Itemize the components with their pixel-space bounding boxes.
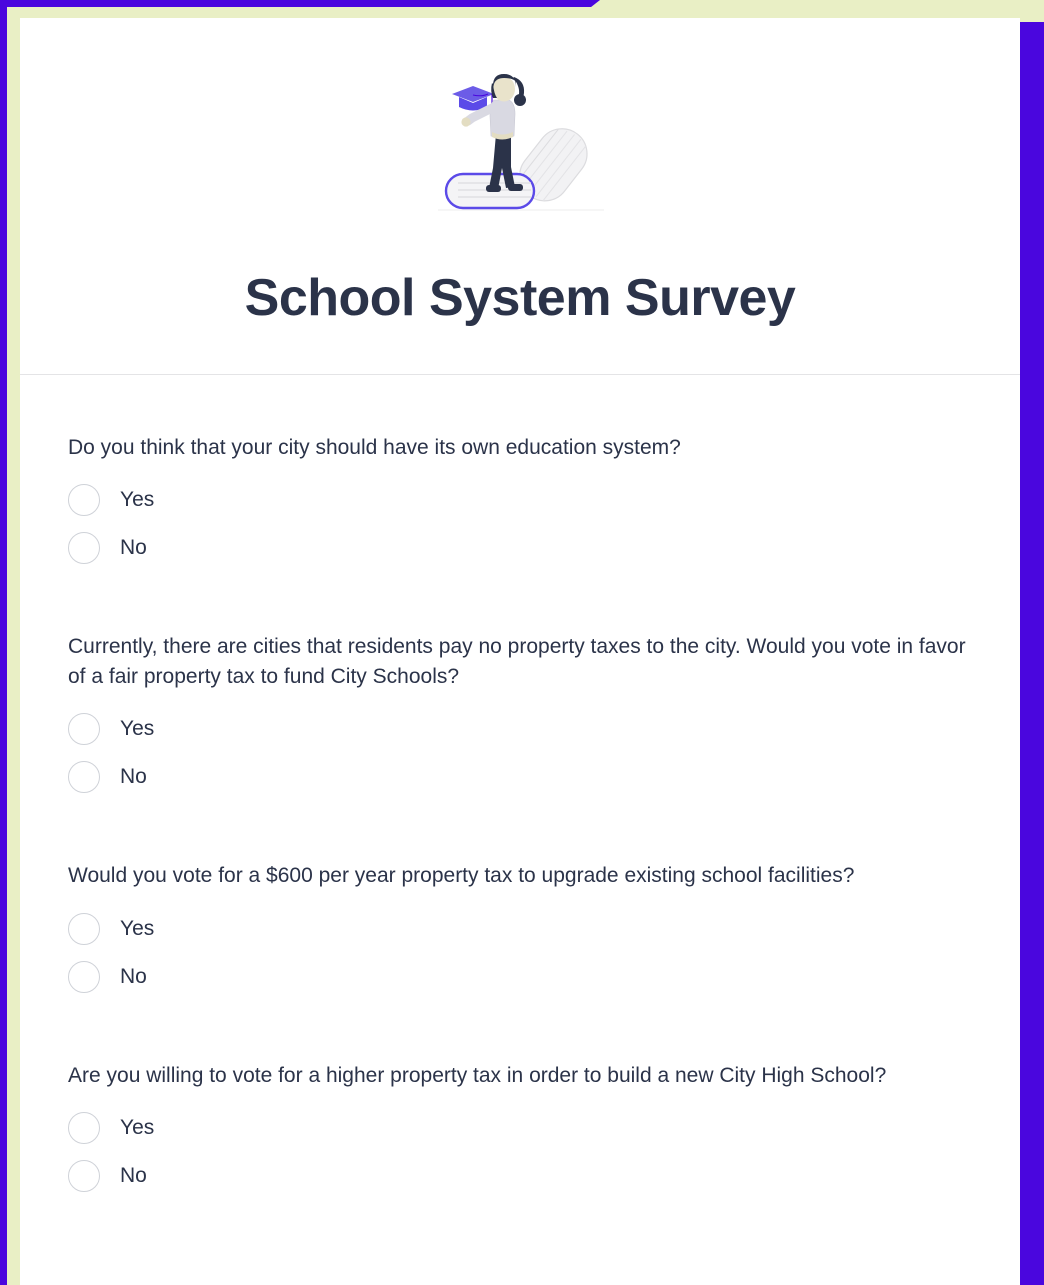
radio-button-icon[interactable] bbox=[68, 961, 100, 993]
question-block bbox=[68, 861, 972, 1000]
radio-option-label: No bbox=[120, 765, 147, 789]
radio-button-icon[interactable] bbox=[68, 913, 100, 945]
radio-option-no[interactable] bbox=[68, 524, 972, 572]
radio-option-label: Yes bbox=[120, 717, 155, 741]
radio-button-icon[interactable] bbox=[68, 761, 100, 793]
illustration-container bbox=[20, 64, 1020, 216]
student-standing-on-books-illustration bbox=[432, 64, 608, 216]
question-block bbox=[68, 433, 972, 572]
radio-button-icon[interactable] bbox=[68, 532, 100, 564]
radio-option-label: No bbox=[120, 1163, 147, 1187]
question-text: Are you willing to vote for a higher property tax in order to build a new City High School? bbox=[68, 1063, 887, 1087]
radio-option-label: Yes bbox=[120, 488, 155, 512]
radio-option-yes[interactable] bbox=[68, 476, 972, 524]
radio-option-yes[interactable] bbox=[68, 705, 972, 753]
radio-button-icon[interactable] bbox=[68, 484, 100, 516]
questions-list bbox=[20, 375, 1020, 1200]
survey-header bbox=[20, 18, 1020, 375]
radio-button-icon[interactable] bbox=[68, 1112, 100, 1144]
page-title: School System Survey bbox=[244, 269, 796, 327]
radio-option-label: Yes bbox=[120, 916, 155, 940]
survey-card bbox=[20, 18, 1020, 1285]
question-block bbox=[68, 1061, 972, 1200]
radio-button-icon[interactable] bbox=[68, 713, 100, 745]
radio-option-label: Yes bbox=[120, 1115, 155, 1139]
radio-option-label: No bbox=[120, 536, 147, 560]
radio-button-icon[interactable] bbox=[68, 1160, 100, 1192]
question-text: Would you vote for a $600 per year property tax to upgrade existing school facilities? bbox=[68, 864, 855, 888]
radio-option-no[interactable] bbox=[68, 1152, 972, 1200]
question-text: Do you think that your city should have its own education system? bbox=[68, 436, 681, 459]
radio-option-yes[interactable] bbox=[68, 905, 972, 953]
question-text: Currently, there are cities that residents pay no property taxes to the city. Would you vote in favor of a fair property tax to fund City Schools? bbox=[68, 635, 966, 688]
radio-option-label: No bbox=[120, 964, 147, 988]
question-block bbox=[68, 632, 972, 801]
radio-option-yes[interactable] bbox=[68, 1104, 972, 1152]
radio-option-no[interactable] bbox=[68, 753, 972, 801]
frame-right-accent bbox=[1020, 22, 1032, 1285]
radio-option-no[interactable] bbox=[68, 953, 972, 1001]
